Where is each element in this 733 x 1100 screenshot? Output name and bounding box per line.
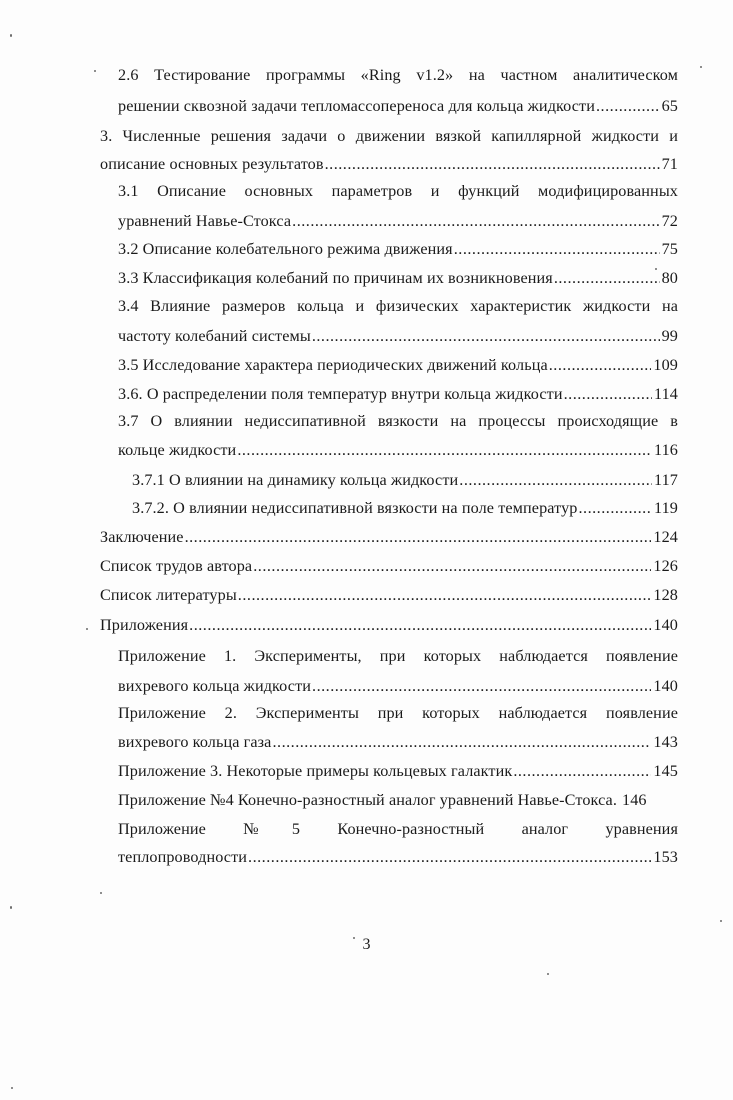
toc-page-number: 72 <box>661 212 678 230</box>
toc-entry-line: 3.7.2. О влиянии недиссипативной вязкости на поле температур <box>132 499 578 517</box>
scan-speck <box>353 937 355 939</box>
toc-entry-line: Приложение №5 Конечно-разностный аналог уравнения <box>118 820 678 838</box>
toc-page-number: 114 <box>654 385 678 403</box>
scan-speck <box>10 34 12 37</box>
toc-entry-line: Приложение 3. Некоторые примеры кольцевых галактик <box>118 762 513 780</box>
dot-leader <box>549 354 652 376</box>
toc-entry-line: вихревого кольца газа <box>118 733 272 751</box>
toc-page-number: 145 <box>653 762 678 780</box>
scan-speck <box>11 1087 13 1089</box>
dot-leader <box>513 760 651 782</box>
scan-speck <box>547 973 549 975</box>
toc-page-number: 75 <box>661 240 678 258</box>
toc-entry-line: теплопроводности <box>118 848 248 866</box>
scan-speck <box>655 268 657 270</box>
toc-page-number: 117 <box>654 471 678 489</box>
scan-speck <box>94 70 96 72</box>
dot-leader <box>596 95 660 117</box>
scan-speck <box>700 66 702 68</box>
dot-leader <box>185 526 652 548</box>
toc-page-number: 126 <box>653 557 678 575</box>
toc-entry-line: Список трудов автора <box>100 557 253 575</box>
scan-speck <box>86 628 88 630</box>
toc-page-number: 71 <box>661 155 678 173</box>
toc-page-number: 116 <box>654 441 678 459</box>
toc-entry-line: 3.7 О влиянии недиссипативной вязкости на процессы происходящие в <box>118 412 678 430</box>
toc-page-number: 124 <box>653 528 678 546</box>
toc-entry-line: 3.4 Влияние размеров кольца и физических характеристик жидкости на <box>118 297 678 315</box>
toc-page-number: 80 <box>661 269 678 287</box>
scan-speck <box>100 892 102 894</box>
scan-speck <box>10 906 12 909</box>
dot-leader <box>564 383 652 405</box>
toc-page-number: 99 <box>661 327 678 345</box>
toc-entry-line: решении сквозной задачи тепломассопереноса для кольца жидкости <box>118 97 595 115</box>
dot-leader <box>292 210 659 232</box>
dot-leader <box>554 267 660 289</box>
toc-entry-line: Заключение <box>100 528 184 546</box>
toc-entry-line: кольце жидкости <box>118 441 237 459</box>
dot-leader <box>325 153 660 175</box>
toc-entry-line: вихревого кольца жидкости <box>118 677 312 695</box>
toc-page-number: 140 <box>653 616 678 634</box>
toc-entry-line: 2.6 Тестирование программы «Ring v1.2» на частном аналитическом <box>118 66 678 84</box>
toc-page-number: 119 <box>654 499 678 517</box>
toc-page-number: 65 <box>661 97 678 115</box>
toc-page-number: 143 <box>653 733 678 751</box>
toc-entry-line: 3. Численные решения задачи о движении вязкой капиллярной жидкости и <box>100 127 678 145</box>
toc-entry-line: 3.2 Описание колебательного режима движения <box>118 240 453 258</box>
dot-leader <box>253 555 651 577</box>
toc-entry-line: Приложения <box>100 616 189 634</box>
toc-page-number: 146 <box>622 791 647 809</box>
dot-leader <box>238 584 652 606</box>
dot-leader <box>237 439 652 461</box>
dot-leader <box>248 846 651 868</box>
dot-leader <box>459 469 652 491</box>
dot-leader <box>272 731 651 753</box>
dot-leader <box>312 675 651 697</box>
toc-entry-line: уравнений Навье-Стокса <box>118 212 292 230</box>
toc-page-number: 109 <box>653 356 678 374</box>
toc-entry-line: 3.1 Описание основных параметров и функций модифицированных <box>118 182 678 200</box>
page-number: 3 <box>362 936 371 953</box>
toc-entry-line: 3.5 Исследование характера периодических движений кольца <box>118 356 548 374</box>
dot-leader <box>189 614 651 636</box>
toc-entry-line: Список литературы <box>100 586 237 604</box>
toc-entry-line: частоту колебаний системы <box>118 327 311 345</box>
toc-entry-line: Приложение 2. Эксперименты при которых наблюдается появление <box>118 704 678 722</box>
toc-entry-line: Приложение №4 Конечно-разностный аналог уравнений Навье-Стокса. <box>118 791 617 809</box>
dot-leader <box>312 325 660 347</box>
toc-page-number: 128 <box>653 586 678 604</box>
toc-page-number: 153 <box>653 848 678 866</box>
toc-entry-line: Приложение 1. Эксперименты, при которых наблюдается появление <box>118 647 678 665</box>
toc-entry-line: 3.3 Классификация колебаний по причинам их возникновения <box>118 269 553 287</box>
toc-entry-line: 3.7.1 О влиянии на динамику кольца жидкости <box>132 471 459 489</box>
toc-entry-line: 3.6. О распределении поля температур внутри кольца жидкости <box>118 385 563 403</box>
scan-speck <box>720 920 722 922</box>
toc-page-number: 140 <box>653 677 678 695</box>
toc-entry-line: описание основных результатов <box>100 155 324 173</box>
dot-leader <box>578 497 652 519</box>
dot-leader <box>454 238 660 260</box>
